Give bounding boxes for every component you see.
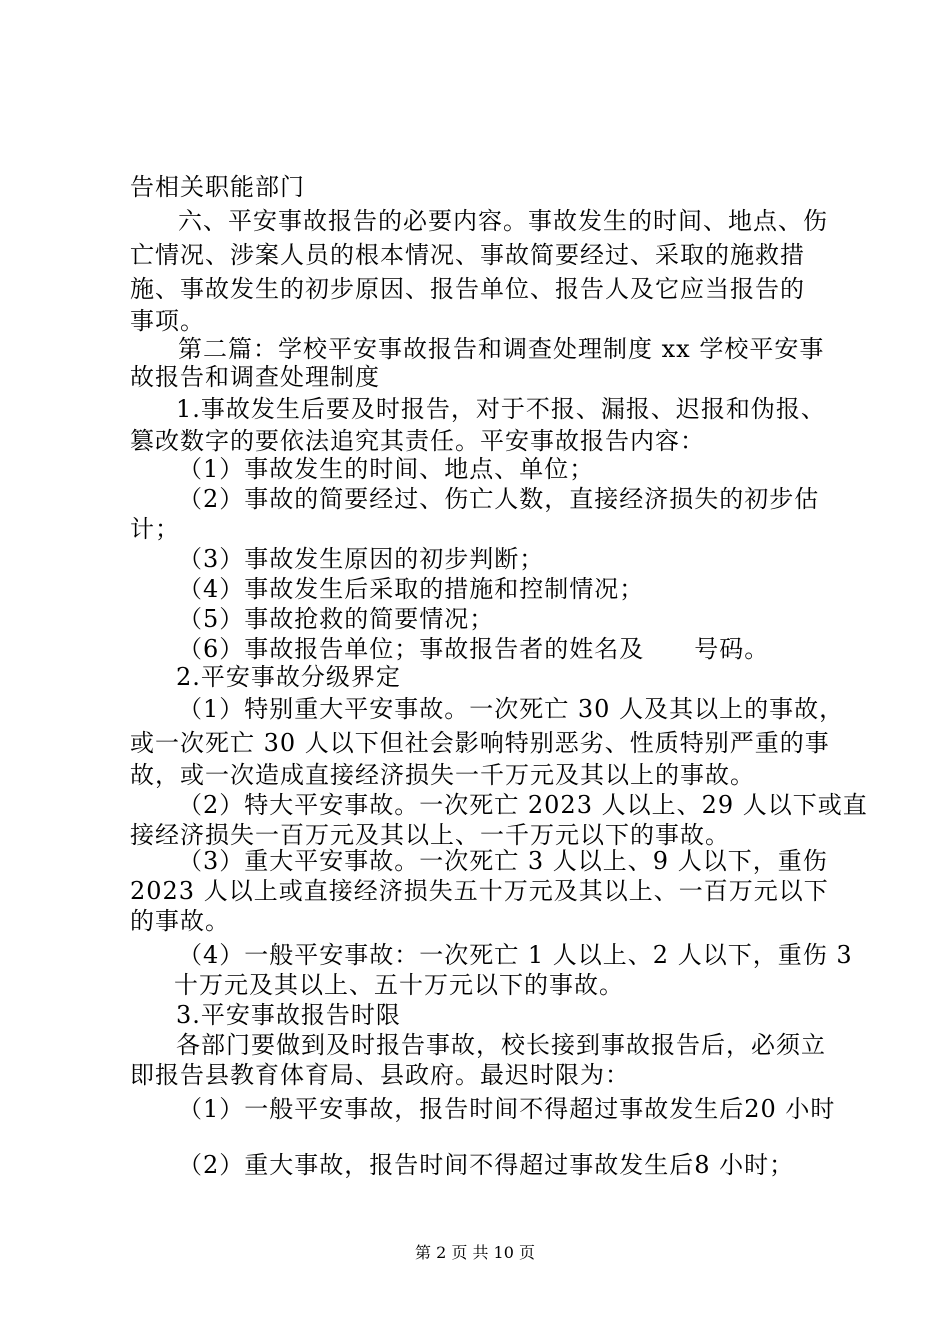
text-line: （3）重大平安事故。一次死亡 3 人以上、9 人以下，重伤 xyxy=(178,847,828,875)
text-line: 2023 人以上或直接经济损失五十万元及其以上、一百万元以下 xyxy=(130,877,829,905)
text-line: 篡改数字的要依法追究其责任。平安事故报告内容： xyxy=(130,427,705,455)
text-line: 施、事故发生的初步原因、报告单位、报告人及它应当报告的 xyxy=(130,275,805,303)
text-line: 即报告县教育体育局、县政府。最迟时限为： xyxy=(130,1061,630,1089)
page-number-footer: 第 2 页 共 10 页 xyxy=(415,1243,535,1262)
text-line: 第二篇：学校平安事故报告和调查处理制度 xx 学校平安事 xyxy=(178,335,825,363)
text-line: 或一次死亡 30 人以下但社会影响特别恶劣、性质特别严重的事 xyxy=(130,729,830,757)
text-line: 接经济损失一百万元及其以上、一千万元以下的事故。 xyxy=(130,821,730,849)
text-line: 告相关职能部门 xyxy=(130,173,305,201)
text-line: 1.事故发生后要及时报告，对于不报、漏报、迟报和伪报、 xyxy=(176,395,826,423)
text-line: （4）事故发生后采取的措施和控制情况； xyxy=(178,575,645,603)
text-line: （3）事故发生原因的初步判断； xyxy=(178,545,545,573)
text-line: 各部门要做到及时报告事故，校长接到事故报告后，必须立 xyxy=(176,1031,826,1059)
text-line: 亡情况、涉案人员的根本情况、事故简要经过、采取的施救措 xyxy=(130,241,805,269)
text-line: 2.平安事故分级界定 xyxy=(176,663,401,691)
text-line: （2）重大事故，报告时间不得超过事故发生后8 小时； xyxy=(178,1151,795,1179)
text-line: 十万元及其以上、五十万元以下的事故。 xyxy=(174,971,624,999)
text-line: （5）事故抢救的简要情况； xyxy=(178,605,495,633)
text-line: 故报告和调查处理制度 xyxy=(130,363,380,391)
text-line: 计； xyxy=(130,515,180,543)
text-line: （2）特大平安事故。一次死亡 2023 人以上、29 人以下或直 xyxy=(178,791,868,819)
text-line: （6）事故报告单位；事故报告者的姓名及 号码。 xyxy=(178,635,770,663)
text-line: （1）一般平安事故，报告时间不得超过事故发生后20 小时 xyxy=(178,1095,836,1123)
text-line: 的事故。 xyxy=(130,907,230,935)
text-line: 事项。 xyxy=(130,307,205,335)
text-line: （1）特别重大平安事故。一次死亡 30 人及其以上的事故， xyxy=(178,695,845,723)
text-line: （4）一般平安事故：一次死亡 1 人以上、2 人以下，重伤 3 xyxy=(178,941,853,969)
text-line: 3.平安事故报告时限 xyxy=(176,1001,401,1029)
text-line: （1）事故发生的时间、地点、单位； xyxy=(178,455,595,483)
text-line: （2）事故的简要经过、伤亡人数，直接经济损失的初步估 xyxy=(178,485,820,513)
text-line: 六、平安事故报告的必要内容。事故发生的时间、地点、伤 xyxy=(178,207,828,235)
text-line: 故，或一次造成直接经济损失一千万元及其以上的事故。 xyxy=(130,761,755,789)
